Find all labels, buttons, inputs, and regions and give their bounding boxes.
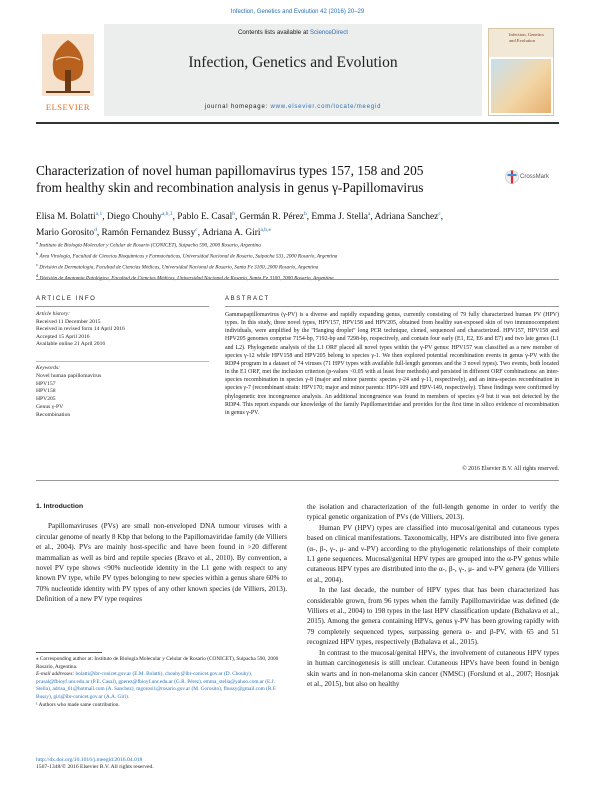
issn-line: 1567-1348/© 2016 Elsevier B.V. All rights reserved. bbox=[36, 764, 154, 771]
introduction-heading: 1. Introduction bbox=[36, 503, 84, 510]
email-links[interactable]: bolatti@ibr-conicet.gov.ar (E.M. Bolatti), chouhy@ibr-conicet.gov.ar (D. Chouhy), pcasal@fbioyf.unr.edu.ar (P.E. Casal), gperez@fbioyf.unr.edu.ar (G.R. Pérez), emma_stella@yahoo.com.ar (E.J. Stella), adrisa_61@hotmail.com (A. Sanchez), mgorosi1@rosario.gov.ar (M. Gorosito), fbussy@gmail.com (R.F. Bussy), giri@ibr-conicet.gov.ar (A.A. Giri). bbox=[36, 671, 277, 700]
body-paragraph: Human PV (HPV) types are classified into mucosal/genital and cutaneous types based on clinical manifestations. Taxonomically, HPVs are distributed into five genera (α-, β-, γ-, μ- and ν-PV) according to the phylogenetic relationships of their complete L1 gene sequences. Mucosal/genital HPV types are grouped into the α-PV genus while cutaneous HPV types are distributed into the α-, β-, γ-, μ- and ν-PV genera (de Villiers et al., 2004). bbox=[307, 523, 559, 584]
history-item: Received 11 December 2015 bbox=[36, 318, 101, 325]
keyword-item: Recombination bbox=[36, 411, 71, 418]
abstract-heading: ABSTRACT bbox=[225, 296, 270, 302]
author-separator: , bbox=[172, 212, 178, 223]
article-info-rule bbox=[36, 306, 209, 307]
keywords-label: Keywords: bbox=[36, 365, 61, 371]
author-name[interactable]: Elisa M. Bolatti bbox=[36, 212, 96, 223]
article-title bbox=[36, 162, 506, 196]
affiliation-key: d bbox=[36, 272, 39, 278]
corresponding-author-note: ⁎ Corresponding author at: Instituto de Biología Molecular y Celular de Rosario (CONICET), Suipacha 590, 2000 Rosario, Argentina. bbox=[36, 656, 279, 670]
journal-title: Infection, Genetics and Evolution bbox=[188, 54, 398, 71]
affiliation-item bbox=[36, 272, 559, 283]
author-name[interactable]: Adriana Sanchez bbox=[374, 212, 439, 223]
keyword-item: Genus γ-PV bbox=[36, 403, 64, 410]
body-paragraph: In contrast to the mucosal/genital HPVs, the involvement of cutaneous HPV types in human carcinogenesis is still unclear. Cutaneous HPVs have been found in benign skin warts and in non-melanoma skin cancer (NMSC) (Forslund et al., 2007; Hosnjak et al., 2015), but also on healthy bbox=[307, 648, 559, 688]
keyword-list bbox=[36, 365, 209, 420]
affiliation-item bbox=[36, 250, 559, 261]
keyword-item: HPV157 bbox=[36, 380, 56, 387]
affiliation-list bbox=[36, 239, 559, 283]
author-affiliation-marker[interactable]: b bbox=[303, 211, 307, 217]
affiliation-text: Área Virología, Facultad de Ciencias Bioquímicas y Farmacéuticas, Universidad Nacional de Rosario, Suipacha 531, 2000 Rosario, Argentina bbox=[39, 253, 338, 260]
email-label: E-mail addresses: bbox=[36, 671, 76, 678]
affiliation-text: Instituto de Biología Molecular y Celular de Rosario (CONICET), Suipacha 590, 2000 Rosario, Argentina bbox=[39, 242, 261, 249]
affiliation-rule bbox=[36, 279, 559, 280]
abstract-rule bbox=[225, 306, 559, 307]
author-affiliation-marker[interactable]: c bbox=[438, 211, 441, 217]
author-name[interactable]: Diego Chouhy bbox=[106, 212, 162, 223]
cover-title: Infection, Genetics and Evolution bbox=[489, 29, 553, 57]
footnotes bbox=[36, 656, 287, 709]
author-affiliation-marker[interactable]: a bbox=[367, 211, 371, 217]
body-paragraph: In the last decade, the number of HPV types that has been characterized has considerable grown, from 96 types when the family Papillomaviridae was defined (de Villiers et al., 2004) to 198 types in the last HPV classification update (Bzhalava et al., 2015). Among the genera containing HPVs, genus γ-PV has been growing rapidly with 79 completely sequenced types, surpassing genera α- and β-PV, with 65 and 51 recognized HPV types, respectively (Bzhalava et al., 2015). bbox=[307, 586, 559, 647]
affiliation-key: c bbox=[36, 261, 38, 267]
homepage-prefix: journal homepage: bbox=[204, 104, 271, 110]
author-list bbox=[36, 208, 559, 240]
cover-image bbox=[491, 59, 551, 113]
journal-homepage-link[interactable]: www.elsevier.com/locate/meegid bbox=[270, 104, 382, 110]
crossmark-icon bbox=[505, 168, 519, 188]
article-history bbox=[36, 311, 209, 349]
footnote-rule bbox=[36, 652, 102, 653]
author-affiliation-marker[interactable]: a,b,1 bbox=[161, 211, 173, 217]
journal-header-band bbox=[104, 24, 482, 116]
author-affiliation-marker[interactable]: b bbox=[232, 211, 235, 217]
abstract-text: Gammapapillomavirus (γ-PV) is a diverse and rapidly expanding genus, currently consisting of 79 fully characterized human PV (HPV) types. In this study, three novel types, HPV157, HPV158 and HPV205, obtained from healthy sun-exposed skin of two immunocompetent individuals, were amplified by the "Hanging droplet" long PCR technique, cloned, sequenced and characterized. HPV157, HPV158 and HPV205 genomes comprise 7154-bp, 7192-bp and 7298-bp, respectively, and contain four early (E1, E2, E6 and E7) and two late genes (L1 and L2). Phylogenetic analysis of the L1 ORF placed all novel types within the γ-PV genus: HPV157 was classified as a new member of species γ-12 while HPV158 and HPV205 belong to species γ-1. We then explored potential recombination events in genus γ-PV with the RDP4 program in a dataset of 74 viruses (71 HPV types with available full-length genomes and the 3 novel types). Two events, both located in the E1 ORF, met the inclusion criterion (p-values <0.05 with at least four methods) and persisted in different ORF combinations: an inter-species recombination in species γ-8 (major and minor parents: species γ-24 and γ-11, respectively), and an intra-species recombination in species γ-7 (recombinant strain: HPV170; major and minor parents: HPV-109 and HPV-149, respectively). These findings were confirmed by phylogenetic tree incongruence analysis. An additional incongruence was found in members of species γ-9 but it was not detected by the RDP4. This report expands our knowledge of the family Papillomaviridae and provides for the first time in silico evidence of recombination in genus γ-PV. bbox=[225, 312, 559, 416]
contents-line bbox=[104, 29, 482, 36]
affiliation-key: a bbox=[36, 240, 38, 245]
affiliation-text: División de Dermatología, Facultad de Ciencias Médicas, Universidad Nacional de Rosario, Santa Fe 3100, 2000 Rosario, Argentina bbox=[39, 264, 319, 271]
article-title-line-2: from healthy skin and recombination analysis in genus γ-Papillomavirus bbox=[36, 180, 424, 195]
journal-citation-link[interactable]: Infection, Genetics and Evolution 42 (2016) 20–29 bbox=[230, 9, 365, 15]
keyword-item: Novel human papillomavirus bbox=[36, 372, 102, 379]
masthead-rule bbox=[36, 122, 559, 124]
author-separator: , bbox=[306, 212, 312, 223]
doi-block bbox=[36, 757, 336, 772]
contents-prefix: Contents lists available at bbox=[237, 29, 310, 36]
abstract-bottom-rule bbox=[36, 480, 559, 481]
article-title-line-1: Characterization of novel human papillomavirus types 157, 158 and 205 bbox=[36, 163, 424, 178]
journal-cover-thumbnail[interactable] bbox=[488, 28, 554, 116]
article-info-heading: ARTICLE INFO bbox=[36, 296, 97, 302]
history-item: Available online 21 April 2016 bbox=[36, 341, 106, 348]
sciencedirect-link[interactable]: ScienceDirect bbox=[309, 29, 349, 36]
author-separator: , bbox=[96, 228, 102, 239]
affiliation-key: b bbox=[36, 250, 39, 256]
crossmark-button[interactable] bbox=[505, 168, 557, 190]
keyword-item: HPV158 bbox=[36, 388, 56, 395]
history-label: Article history: bbox=[36, 311, 71, 317]
author-separator: , bbox=[370, 212, 375, 223]
keywords-rule bbox=[36, 361, 209, 362]
author-separator: , bbox=[234, 212, 240, 223]
doi-link[interactable]: http://dx.doi.org/10.1016/j.meegid.2016.04.018 bbox=[36, 757, 143, 763]
email-addresses bbox=[36, 671, 287, 701]
author-separator: , bbox=[197, 228, 202, 239]
author-affiliation-marker[interactable]: a,b,⁎ bbox=[260, 227, 272, 234]
affiliation-item bbox=[36, 239, 559, 250]
keyword-item: HPV205 bbox=[36, 396, 56, 403]
author-name[interactable]: Pablo E. Casal bbox=[177, 212, 233, 223]
abstract-copyright: © 2016 Elsevier B.V. All rights reserved. bbox=[462, 466, 559, 472]
author-name[interactable]: Mario Gorosito bbox=[36, 228, 95, 239]
history-item: Accepted 15 April 2016 bbox=[36, 333, 90, 340]
body-paragraph: the isolation and characterization of the full-length genome in order to verify the typical genetic organization of PVs (de Villiers, 2013). bbox=[307, 503, 559, 522]
body-paragraph: Papillomaviruses (PVs) are small non-enveloped DNA tumour viruses with a circular genome of nearly 8 Kbp that belong to the Papillomaviridae family (de Villiers et al., 2004). PVs are mainly host-specific and have been found in >20 different mammalian as well as bird and reptile species (Bravo et al., 2010). By convention, a novel PV type shows <90% nucleotide identity in the L1 gene with respect to any known PV type, while PV types belonging to new species within a genus share 60% to 70% nucleotide identity with PV types of any other known species (de Villiers, 2013). Definition of a new PV type requires bbox=[36, 522, 287, 604]
author-separator: , bbox=[102, 212, 107, 223]
author-name[interactable]: Germán R. Pérez bbox=[239, 212, 304, 223]
author-affiliation-marker[interactable]: a,1 bbox=[95, 211, 103, 217]
body-column-left bbox=[36, 502, 287, 605]
elsevier-wordmark: ELSEVIER bbox=[45, 102, 91, 112]
equal-contribution-note: ¹ Authors who made same contribution. bbox=[36, 701, 120, 708]
journal-masthead bbox=[36, 24, 559, 132]
body-column-right bbox=[307, 502, 559, 689]
author-affiliation-marker[interactable]: c bbox=[195, 227, 198, 234]
author-name[interactable]: Emma J. Stella bbox=[311, 212, 368, 223]
history-item: Received in revised form 14 April 2016 bbox=[36, 326, 125, 333]
crossmark-label: CrossMark bbox=[520, 174, 550, 180]
author-affiliation-marker[interactable]: d bbox=[94, 227, 97, 234]
journal-homepage-line bbox=[104, 104, 482, 110]
author-name[interactable]: Adriana A. Giri bbox=[201, 228, 261, 239]
author-name[interactable]: Ramón Fernandez Bussy bbox=[101, 228, 196, 239]
affiliation-item bbox=[36, 261, 559, 272]
author-separator: , bbox=[440, 212, 444, 223]
